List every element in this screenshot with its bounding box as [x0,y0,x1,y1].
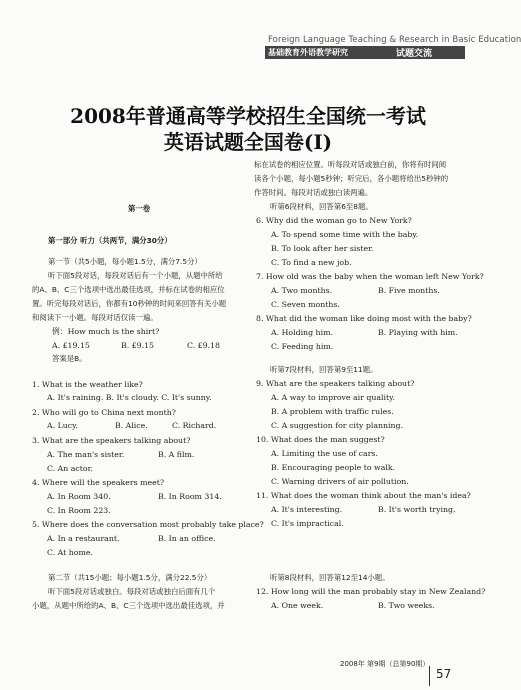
question-10-option-b: B. Encouraging people to walk. [271,463,396,472]
question-4-option-a: A. In Room 340. [47,492,111,501]
question-2: 2. Who will go to China next month? [32,408,176,417]
question-2-option-c: C. Richard. [172,421,217,430]
example-answer: 答案是B。 [52,354,87,363]
question-11-option-c: C. It's impractical. [271,519,344,528]
question-8-option-a: A. Holding him. [271,328,333,337]
section1-instructions: 听下面5段对话，每段对话后有一个小题，从题中所给 [48,271,223,280]
example-option-a: A. £19.15 [52,341,90,350]
question-3-option-a: A. The man's sister. [47,450,125,459]
question-7-option-b: B. Five months. [378,286,440,295]
material-7-heading: 听第7段材料，回答第9至11题。 [270,365,378,374]
question-12-option-b: B. Two weeks. [378,601,435,610]
section2-instructions: 小题，从题中所给的A、B、C三个选项中选出最佳选项，并 [32,601,225,610]
question-11-option-a: A. It's interesting. [271,505,343,514]
question-1: 1. What is the weather like? [32,380,143,389]
part-heading: 第一部分 听力（共两节，满分30分） [48,236,172,245]
question-3: 3. What are the speakers talking about? [32,436,191,445]
question-5-option-c: C. At home. [47,548,93,557]
question-6-option-c: C. To find a new job. [271,258,352,267]
right-instructions: 作答时间。每段对话或独白读两遍。 [254,188,373,197]
question-10-option-c: C. Warning drivers of air pollution. [271,477,409,486]
question-3-option-c: C. An actor. [47,464,93,473]
example-option-b: B. £9.15 [121,341,155,350]
question-8-option-c: C. Feeding him. [271,342,334,351]
page-title-line2: 英语试题全国卷(I) [163,130,333,154]
question-6-option-a: A. To spend some time with the baby. [271,230,419,239]
question-2-option-a: A. Lucy. [47,421,79,430]
right-instructions: 读各个小题，每小题5秒钟；听完后，各小题将给出5秒钟的 [254,174,449,183]
question-8-option-b: B. Playing with him. [378,328,458,337]
question-11-option-b: B. It's worth trying. [378,505,456,514]
question-7-option-c: C. Seven months. [271,300,340,309]
volume-heading: 第一卷 [128,204,151,213]
section1-instructions: 的A、B、C三个选项中选出最佳选项，并标在试卷的相应位 [32,285,225,294]
question-4-option-b: B. In Room 314. [158,492,222,501]
issue-info: 2008年 第9期（总第90期） [340,660,430,668]
right-instructions: 标在试卷的相应位置。听每段对话或独白前，你将有时间阅 [254,160,447,169]
journal-name-en: Foreign Language Teaching & Research in Basic Education [268,35,521,45]
footer-divider [429,666,430,686]
question-6-option-b: B. To look after her sister. [271,244,374,253]
section1-instructions: 和阅读下一小题。每段对话仅读一遍。 [32,313,158,322]
question-7: 7. How old was the baby when the woman left New York? [256,272,484,281]
question-6: 6. Why did the woman go to New York? [256,216,412,225]
question-5: 5. Where does the conversation most probably take place? [32,520,264,529]
page-title-line1: 2008年普通高等学校招生全国统一考试 [70,104,426,128]
question-12: 12. How long will the man probably stay in New Zealand? [256,587,486,596]
page-number: 57 [436,667,452,681]
material-8-heading: 听第8段材料，回答第12至14小题。 [270,573,390,582]
question-10: 10. What does the man suggest? [256,435,385,444]
section2-instructions: 听下面5段对话或独白。每段对话或独白后面有几个 [48,587,216,596]
question-5-option-b: B. In an office. [158,534,216,543]
question-9-option-c: C. A suggestion for city planning. [271,421,404,430]
question-12-option-a: A. One week. [271,601,324,610]
question-9: 9. What are the speakers talking about? [256,379,415,388]
journal-name-cn: 基础教育外语教学研究 [268,47,348,57]
question-9-option-b: B. A problem with traffic rules. [271,407,394,416]
example-option-c: C. £9.18 [187,341,220,350]
question-11: 11. What does the woman think about the man's idea? [256,491,471,500]
question-1-options: A. It's raining. B. It's cloudy. C. It's sunny. [47,393,212,402]
question-7-option-a: A. Two months. [271,286,333,295]
example-question: 例：How much is the shirt? [52,327,160,336]
question-2-option-b: B. Alice. [115,421,148,430]
question-4: 4. Where will the speakers meet? [32,478,165,487]
question-9-option-a: A. A way to improve air quality. [271,393,395,402]
question-3-option-b: B. A film. [158,450,195,459]
section1-title: 第一节（共5小题，每小题1.5分，满分7.5分） [48,257,202,266]
section2-title: 第二节（共15小题；每小题1.5分，满分22.5分） [48,573,212,582]
section-tag: 试题交流 [396,49,433,59]
section1-instructions: 置。听完每段对话后，你都有10秒钟的时间来回答有关小题 [32,299,227,308]
question-4-option-c: C. In Room 223. [47,506,111,515]
question-8: 8. What did the woman like doing most with the baby? [256,314,472,323]
question-5-option-a: A. In a restaurant. [47,534,120,543]
material-6-heading: 听第6段材料，回答第6至8题。 [270,202,373,211]
question-10-option-a: A. Limiting the use of cars. [271,449,378,458]
